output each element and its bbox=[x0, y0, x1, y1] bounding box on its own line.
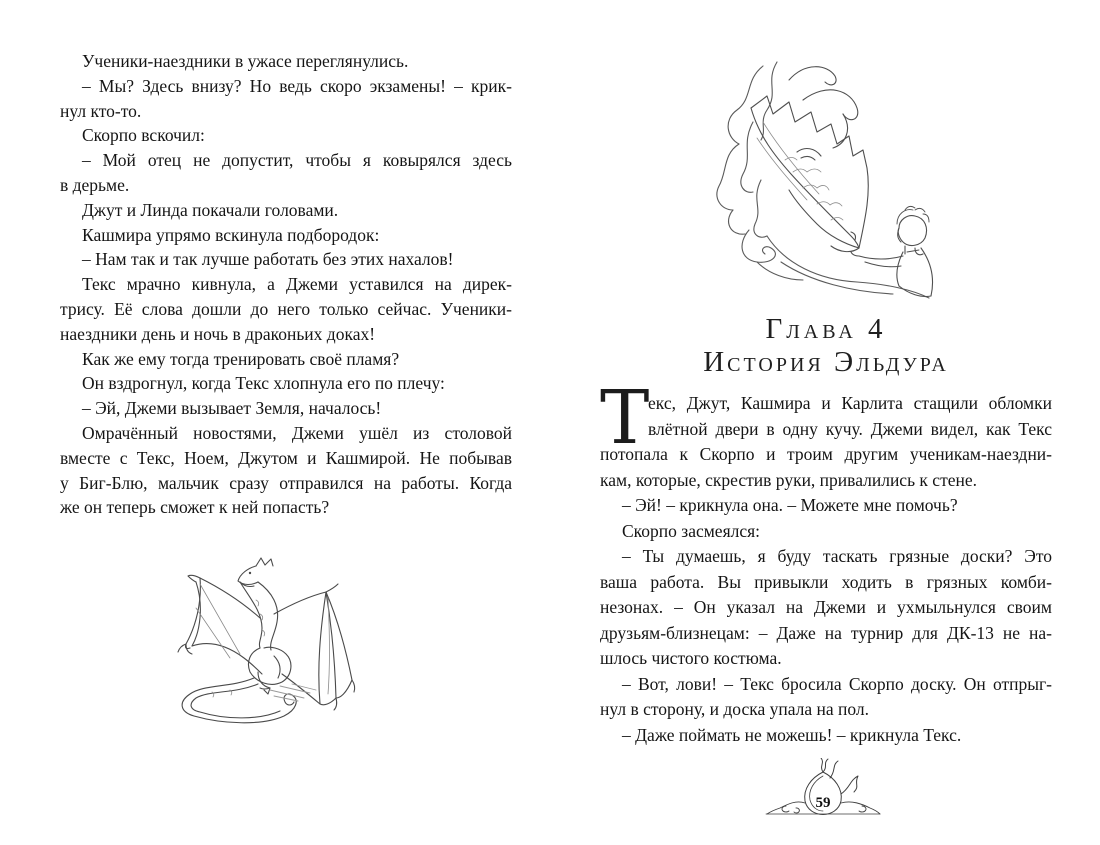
drop-cap: Т bbox=[600, 375, 650, 461]
text-line: – Эй, Джеми вызывает Земля, началось! bbox=[82, 398, 382, 419]
text-line: влётной двери в одну кучу. Джеми видел, как Текс bbox=[648, 418, 1052, 439]
dragon-head-spikes bbox=[256, 558, 273, 566]
ground-hatching bbox=[270, 684, 316, 701]
dragon-tail bbox=[182, 678, 296, 723]
text-line: – Даже поймать не можешь! – крикнула Текс. bbox=[622, 724, 962, 745]
text-line: друзьям-близнецам: – Даже на турнир для ДК-13 не на- bbox=[600, 622, 1052, 643]
eye-ridge bbox=[797, 149, 821, 160]
text-line: кам, которые, скрестив руки, привалились к стене. bbox=[600, 469, 978, 490]
mane-swirls bbox=[717, 62, 777, 237]
text-line: – Вот, лови! – Текс бросила Скорпо доску. Он отпрыг- bbox=[622, 673, 1052, 694]
text-line: шлось чистого костюма. bbox=[600, 648, 782, 668]
text-line: Текс мрачно кивнула, а Джеми уставился на дирек- bbox=[82, 274, 512, 295]
text-line: ваша работа. Вы привыкли ходить в грязных комби- bbox=[600, 571, 1052, 592]
flame-cartouche-ornament bbox=[762, 758, 884, 824]
text-line: Скорпо вскочил: bbox=[82, 125, 205, 146]
text-line: Ученики-наездники в ужасе переглянулись. bbox=[82, 51, 409, 71]
chapter-heading bbox=[600, 312, 1052, 378]
dragon-head-and-boy-illustration bbox=[693, 52, 959, 300]
dragon-body bbox=[248, 647, 290, 684]
dragon-head-outline bbox=[751, 108, 868, 252]
text-line: Как же ему тогда тренировать своё пламя? bbox=[82, 348, 400, 369]
boy-arm bbox=[851, 252, 903, 267]
text-line: нул кто-то. bbox=[60, 100, 142, 121]
text-line: – Нам так и так лучше работать без этих нахалов! bbox=[82, 249, 454, 270]
text-line: – Ты думаешь, я буду таскать грязные доски? Это bbox=[622, 546, 1052, 566]
chapter-title: История Эльдура bbox=[703, 346, 949, 378]
text-line: Скорпо засмеялся: bbox=[622, 520, 761, 541]
text-line: вместе с Текс, Ноем, Джутом и Кашмирой. Не побывав bbox=[60, 447, 512, 468]
text-line: – Мой отец не допустит, чтобы я ковырялся здесь bbox=[82, 150, 512, 171]
left-page-text bbox=[60, 49, 512, 520]
sitting-dragon-illustration bbox=[170, 548, 386, 738]
text-line: трису. Её слова дошли до него только сейчас. Ученики- bbox=[60, 298, 512, 319]
text-line: у Биг-Блю, мальчик сразу отправился на работы. Когда bbox=[60, 472, 512, 493]
text-line: же он теперь сможет к ней попасть? bbox=[60, 497, 330, 518]
text-line: Омрачённый новостями, Джеми ушёл из столовой bbox=[82, 422, 512, 443]
text-line: Он вздрогнул, когда Текс хлопнула его по плечу: bbox=[82, 373, 445, 394]
text-line: – Эй! – крикнула она. – Можете мне помочь? bbox=[622, 495, 958, 515]
text-line: незонах. – Он указал на Джеми и ухмыльнулся своим bbox=[600, 597, 1052, 617]
chapter-number: Глава 4 bbox=[765, 313, 887, 345]
text-line: в дерьме. bbox=[60, 174, 130, 195]
chapter-body bbox=[600, 375, 1052, 748]
text-line: Кашмира упрямо вскинула подбородок: bbox=[82, 224, 380, 245]
dragon-right-wing bbox=[274, 592, 326, 614]
text-line: Джут и Линда покачали головами. bbox=[82, 199, 339, 220]
text-line: наездники день и ночь в драконьих доках! bbox=[60, 323, 376, 344]
horn-swirls bbox=[789, 67, 858, 148]
right-page-text bbox=[600, 375, 1052, 748]
text-line: нул в сторону, и доска упала на пол. bbox=[600, 699, 870, 719]
dragon-neck bbox=[258, 582, 278, 650]
page-number: 59 bbox=[815, 795, 831, 811]
text-line: потопала к Скорпо и троим другим ученикам-наездни- bbox=[600, 444, 1052, 464]
text-line: – Мы? Здесь внизу? Но ведь скоро экзамены! – крик- bbox=[82, 75, 512, 96]
dragon-head bbox=[238, 566, 258, 585]
text-line: екс, Джут, Кашмира и Карлита стащили обломки bbox=[648, 393, 1052, 413]
